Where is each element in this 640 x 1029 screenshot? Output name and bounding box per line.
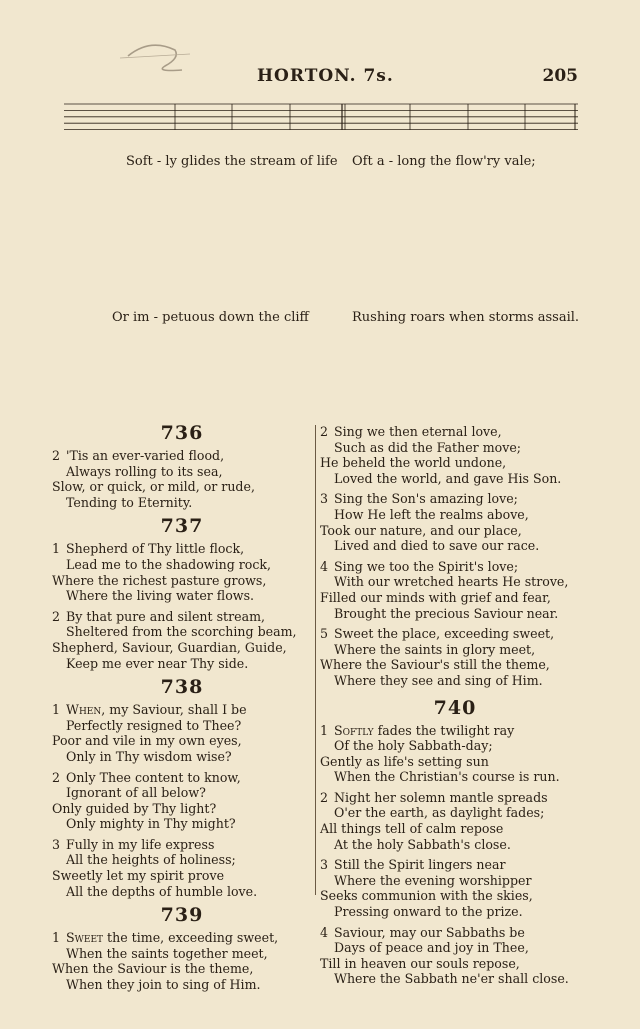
hymn-number-740: 740 bbox=[433, 696, 477, 719]
line-text: Poor and vile in my own eyes, bbox=[52, 733, 242, 749]
stanza-number: 1 bbox=[52, 541, 61, 557]
stanza bbox=[52, 609, 312, 671]
line-text: How He left the realms above, bbox=[334, 506, 529, 522]
hymn-number-739: 739 bbox=[160, 904, 204, 927]
stanza-line bbox=[320, 523, 590, 539]
stanza-line bbox=[320, 606, 590, 622]
stanza-line bbox=[52, 656, 312, 672]
line-text: Only in Thy wisdom wise? bbox=[66, 748, 232, 764]
stanza bbox=[52, 837, 312, 899]
stanza-line bbox=[52, 448, 312, 464]
stanza-line bbox=[320, 956, 590, 972]
stanza-line bbox=[52, 785, 312, 801]
stanza-number: 3 bbox=[320, 857, 329, 873]
stanza-line bbox=[52, 573, 312, 589]
stanza-line bbox=[320, 805, 590, 821]
hymn-number-736: 736 bbox=[160, 422, 204, 444]
line-text: Took our nature, and our place, bbox=[320, 522, 522, 538]
line-text: Filled our minds with grief and fear, bbox=[320, 589, 551, 605]
stanza-line bbox=[52, 884, 312, 900]
stanza-number: 1 bbox=[52, 930, 61, 946]
line-text: Only Thee content to know, bbox=[66, 769, 241, 785]
line-text: Ignorant of all below? bbox=[66, 785, 206, 801]
stanza bbox=[320, 491, 590, 553]
lyric-line-2a: Or im - petuous down the cliff bbox=[112, 310, 309, 325]
line-text: O'er the earth, as daylight fades; bbox=[334, 805, 545, 821]
line-text: Only mighty in Thy might? bbox=[66, 816, 236, 832]
hymn-738 bbox=[52, 702, 312, 899]
line-text: Keep me ever near Thy side. bbox=[66, 655, 249, 671]
line-text: Shepherd, Saviour, Guardian, Guide, bbox=[52, 639, 287, 655]
stanza bbox=[52, 448, 312, 510]
line-text: When the Saviour is the theme, bbox=[52, 961, 254, 977]
stanza-number: 3 bbox=[52, 836, 61, 852]
stanza-line bbox=[320, 769, 590, 785]
stanza-line bbox=[52, 495, 312, 511]
hymn-736 bbox=[52, 448, 312, 510]
stanza-line bbox=[320, 790, 590, 806]
stanza-line bbox=[52, 464, 312, 480]
left-column bbox=[52, 420, 312, 998]
stanza-line bbox=[320, 590, 590, 606]
line-text: Shepherd of Thy little flock, bbox=[66, 541, 245, 557]
hymn-739-continued bbox=[320, 424, 590, 689]
line-text: Seeks communion with the skies, bbox=[320, 888, 533, 904]
stanza-line bbox=[52, 609, 312, 625]
right-column bbox=[320, 424, 590, 992]
stanza-line bbox=[320, 574, 590, 590]
stanza bbox=[320, 626, 590, 688]
stanza-number: 1 bbox=[52, 702, 61, 718]
line-text: He beheld the world undone, bbox=[320, 455, 507, 471]
line-text: Brought the precious Saviour near. bbox=[334, 605, 559, 621]
stanza-line bbox=[52, 977, 312, 993]
stanza-line bbox=[320, 538, 590, 554]
stanza-line bbox=[52, 702, 312, 718]
line-text: Fully in my life express bbox=[66, 836, 215, 852]
stanza bbox=[52, 702, 312, 764]
stanza-line bbox=[320, 837, 590, 853]
line-text: Sing we then eternal love, bbox=[334, 424, 502, 439]
lyric-line-1a: Soft - ly glides the stream of life bbox=[126, 154, 338, 169]
hymn-740 bbox=[320, 723, 590, 988]
stanza-line bbox=[52, 749, 312, 765]
hymn-number-737: 737 bbox=[160, 515, 204, 538]
hymn-737 bbox=[52, 541, 312, 671]
stanza-number: 2 bbox=[52, 608, 61, 624]
stanza-number: 1 bbox=[320, 722, 329, 738]
line-text: When they join to sing of Him. bbox=[66, 977, 261, 993]
stanza bbox=[320, 925, 590, 987]
line-text: , my Saviour, shall I be bbox=[101, 702, 247, 718]
line-text: Days of peace and joy in Thee, bbox=[334, 940, 529, 956]
line-text: Where the Sabbath ne'er shall close. bbox=[334, 971, 569, 987]
line-text: Sing we too the Spirit's love; bbox=[334, 558, 519, 574]
line-text: Night her solemn mantle spreads bbox=[334, 789, 548, 805]
line-text: Still the Spirit lingers near bbox=[334, 857, 506, 873]
stanza-line bbox=[320, 904, 590, 920]
stanza-line bbox=[320, 440, 590, 456]
stanza-line bbox=[320, 821, 590, 837]
line-text: With our wretched hearts He strove, bbox=[334, 574, 569, 590]
stanza-number: 4 bbox=[320, 924, 329, 940]
lyric-line-1b: Oft a - long the flow'ry vale; bbox=[352, 154, 536, 169]
stanza-line bbox=[52, 837, 312, 853]
stanza-line bbox=[320, 888, 590, 904]
stanza-number: 3 bbox=[320, 491, 329, 507]
line-text: Tending to Eternity. bbox=[66, 494, 193, 510]
line-text: Where the richest pasture grows, bbox=[52, 572, 267, 588]
stanza-line bbox=[320, 925, 590, 941]
stanza bbox=[320, 424, 590, 486]
stanza-number: 2 bbox=[320, 789, 329, 805]
line-text: Always rolling to its sea, bbox=[66, 463, 223, 479]
first-word: When bbox=[66, 702, 102, 718]
stanza-line bbox=[52, 640, 312, 656]
stanza-line bbox=[52, 930, 312, 946]
line-text: Where the evening worshipper bbox=[334, 872, 532, 888]
stanza-line bbox=[320, 491, 590, 507]
line-text: Perfectly resigned to Thee? bbox=[66, 717, 242, 733]
stanza-line bbox=[320, 626, 590, 642]
line-text: Such as did the Father move; bbox=[334, 439, 522, 455]
stanza-line bbox=[52, 733, 312, 749]
stanza-number: 5 bbox=[320, 626, 329, 642]
column-divider bbox=[315, 425, 316, 895]
line-text: Gently as life's setting sun bbox=[320, 753, 489, 769]
line-text: Pressing onward to the prize. bbox=[334, 904, 523, 920]
line-text: At the holy Sabbath's close. bbox=[334, 836, 511, 852]
stanza-line bbox=[320, 738, 590, 754]
stanza-line bbox=[320, 673, 590, 689]
line-text: Where the saints in glory meet, bbox=[334, 641, 536, 657]
line-text: When the saints together meet, bbox=[66, 945, 268, 961]
line-text: Saviour, may our Sabbaths be bbox=[334, 924, 525, 940]
stanza-line bbox=[320, 471, 590, 487]
line-text: By that pure and silent stream, bbox=[66, 608, 266, 624]
stanza bbox=[320, 857, 590, 919]
stanza-line bbox=[52, 624, 312, 640]
hymn-739 bbox=[52, 930, 312, 992]
line-text: When the Christian's course is run. bbox=[334, 769, 560, 785]
stanza-number: 2 bbox=[320, 424, 329, 439]
line-text: 'Tis an ever-varied flood, bbox=[66, 448, 225, 463]
line-text: Loved the world, and gave His Son. bbox=[334, 470, 562, 486]
stanza bbox=[52, 930, 312, 992]
stanza-number: 4 bbox=[320, 558, 329, 574]
line-text: Lived and died to save our race. bbox=[334, 538, 540, 554]
stanza-line bbox=[52, 961, 312, 977]
line-text: Of the holy Sabbath-day; bbox=[334, 738, 493, 754]
first-word: Softly bbox=[334, 722, 374, 738]
stanza-line bbox=[52, 868, 312, 884]
stanza-number: 2 bbox=[52, 769, 61, 785]
line-text: All the depths of humble love. bbox=[66, 883, 258, 899]
stanza-line bbox=[52, 852, 312, 868]
stanza bbox=[320, 723, 590, 785]
line-text: Sweet the place, exceeding sweet, bbox=[334, 626, 555, 642]
line-text: Sing the Son's amazing love; bbox=[334, 491, 518, 507]
line-text: Slow, or quick, or mild, or rude, bbox=[52, 479, 255, 495]
stanza-line bbox=[320, 507, 590, 523]
stanza-line bbox=[320, 559, 590, 575]
stanza-line bbox=[320, 857, 590, 873]
line-text: Lead me to the shadowing rock, bbox=[66, 556, 272, 572]
stanza-line bbox=[52, 479, 312, 495]
lyric-line-2b: Rushing roars when storms assail. bbox=[352, 310, 580, 325]
stanza bbox=[52, 770, 312, 832]
line-text: Sheltered from the scorching beam, bbox=[66, 624, 297, 640]
stanza-line bbox=[320, 723, 590, 739]
line-text: Till in heaven our souls repose, bbox=[320, 955, 520, 971]
stanza-line bbox=[320, 873, 590, 889]
stanza bbox=[320, 790, 590, 852]
stanza-line bbox=[320, 642, 590, 658]
page-number: 205 bbox=[542, 66, 578, 86]
line-text: Only guided by Thy light? bbox=[52, 800, 217, 816]
stanza-line bbox=[52, 801, 312, 817]
stanza-line bbox=[320, 754, 590, 770]
stanza-line bbox=[52, 946, 312, 962]
music-score bbox=[0, 0, 640, 400]
line-text: the time, exceeding sweet, bbox=[103, 930, 279, 946]
stanza-line bbox=[320, 657, 590, 673]
stanza-line bbox=[320, 971, 590, 987]
stanza-line bbox=[52, 718, 312, 734]
stanza-line bbox=[52, 816, 312, 832]
stanza-line bbox=[320, 940, 590, 956]
stanza-line bbox=[52, 541, 312, 557]
line-text: fades the twilight ray bbox=[373, 722, 515, 738]
stanza-line bbox=[52, 770, 312, 786]
tune-title: HORTON. 7s. bbox=[257, 66, 394, 86]
line-text: Where the Saviour's still the theme, bbox=[320, 657, 550, 673]
line-text: Where they see and sing of Him. bbox=[334, 672, 543, 688]
stanza-line bbox=[52, 588, 312, 604]
stanza-line bbox=[320, 455, 590, 471]
stanza bbox=[320, 559, 590, 621]
stanza-number: 2 bbox=[52, 448, 61, 463]
stanza-line bbox=[52, 557, 312, 573]
line-text: Where the living water flows. bbox=[66, 588, 255, 604]
first-word: Sweet bbox=[66, 930, 104, 946]
stanza-line bbox=[320, 424, 590, 440]
line-text: All the heights of holiness; bbox=[66, 852, 236, 868]
hymn-number-738: 738 bbox=[160, 676, 204, 699]
line-text: All things tell of calm repose bbox=[320, 821, 504, 837]
stanza bbox=[52, 541, 312, 603]
line-text: Sweetly let my spirit prove bbox=[52, 868, 225, 884]
